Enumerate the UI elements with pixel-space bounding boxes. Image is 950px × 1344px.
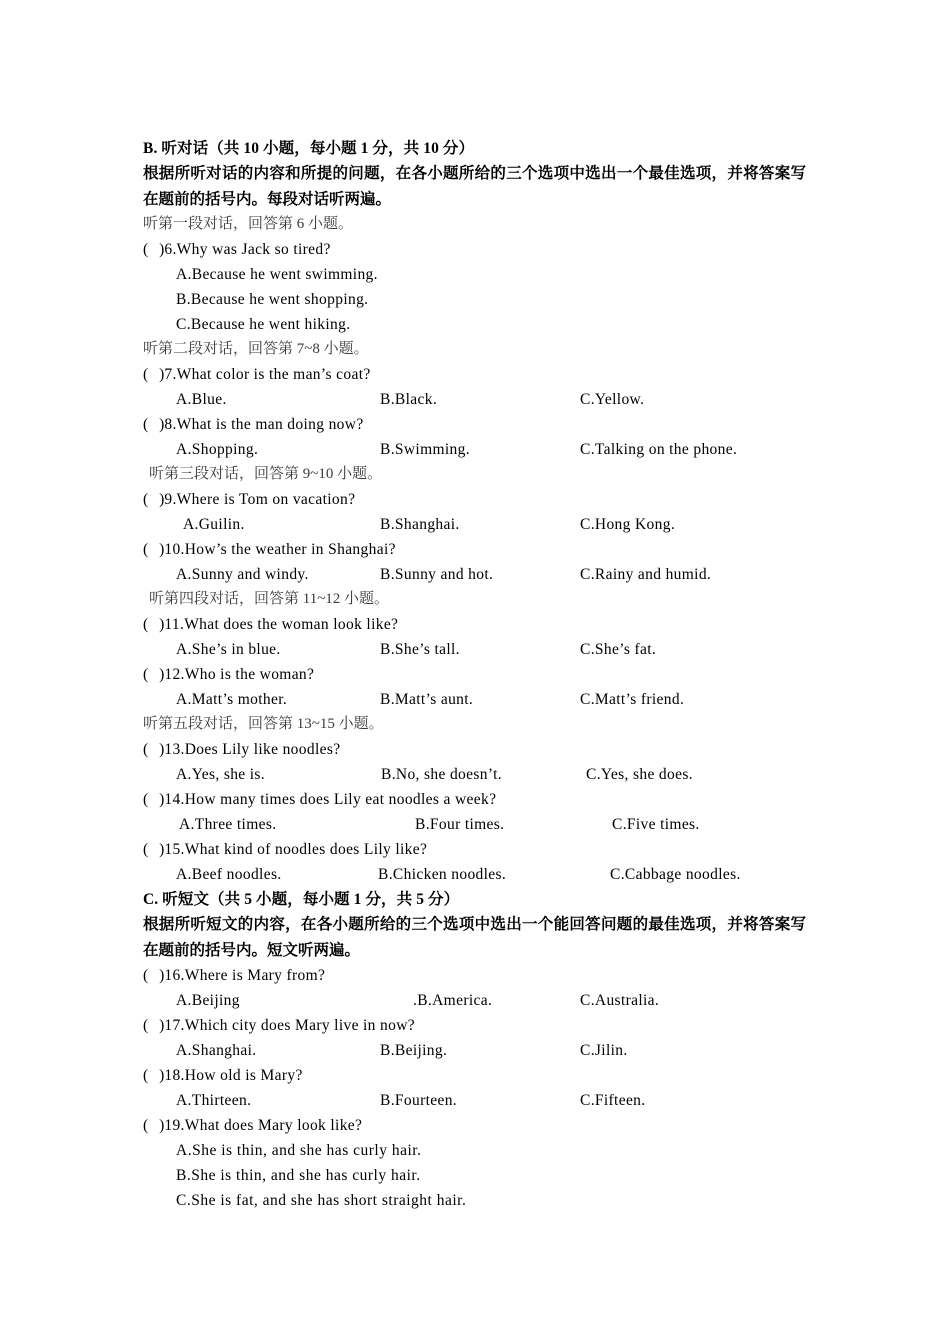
option-18-b[interactable]: B.Fourteen. [380, 1092, 458, 1109]
answer-bracket-13[interactable]: ( ) [143, 741, 165, 758]
listening-cue-2: 听第二段对话，回答第 7~8 小题。 [143, 341, 369, 357]
option-16-b[interactable]: .B.America. [413, 992, 493, 1009]
option-14-c[interactable]: C.Five times. [612, 816, 700, 833]
options-row-16 [143, 988, 808, 1013]
options-row-18 [143, 1088, 808, 1113]
options-row-14 [143, 812, 808, 837]
section-c-instruction: 根据所听短文的内容，在各小题所给的三个选项中选出一个能回答问题的最佳选项，并将答案写在题前的括号内。短文听两遍。 [143, 916, 806, 959]
option-6-c[interactable]: C.Because he went hiking. [176, 316, 351, 333]
answer-bracket-14[interactable]: ( ) [143, 791, 165, 808]
options-row-12 [143, 687, 808, 712]
question-stem-17: ( )17.Which city does Mary live in now? [143, 1017, 415, 1034]
question-stem-11: ( )11.What does the woman look like? [143, 616, 399, 633]
option-12-c[interactable]: C.Matt’s friend. [580, 691, 685, 708]
answer-bracket-17[interactable]: ( ) [143, 1017, 165, 1034]
option-18-c[interactable]: C.Fifteen. [580, 1092, 646, 1109]
option-17-b[interactable]: B.Beijing. [380, 1042, 448, 1059]
options-row-11 [143, 637, 808, 662]
option-10-c[interactable]: C.Rainy and humid. [580, 566, 712, 583]
answer-bracket-11[interactable]: ( ) [143, 616, 165, 633]
question-stem-8: ( )8.What is the man doing now? [143, 416, 364, 433]
options-row-15 [143, 862, 808, 887]
answer-bracket-16[interactable]: ( ) [143, 967, 165, 984]
option-16-a[interactable]: A.Beijing [176, 992, 240, 1009]
answer-bracket-9[interactable]: ( ) [143, 491, 165, 508]
option-7-a[interactable]: A.Blue. [176, 391, 227, 408]
question-stem-18: ( )18.How old is Mary? [143, 1067, 303, 1084]
option-10-b[interactable]: B.Sunny and hot. [380, 566, 494, 583]
question-stem-6: ( )6.Why was Jack so tired? [143, 241, 331, 258]
option-12-b[interactable]: B.Matt’s aunt. [380, 691, 474, 708]
answer-bracket-19[interactable]: ( ) [143, 1117, 165, 1134]
option-10-a[interactable]: A.Sunny and windy. [176, 566, 309, 583]
option-14-a[interactable]: A.Three times. [179, 816, 277, 833]
answer-bracket-18[interactable]: ( ) [143, 1067, 165, 1084]
option-17-a[interactable]: A.Shanghai. [176, 1042, 257, 1059]
option-9-b[interactable]: B.Shanghai. [380, 516, 460, 533]
question-stem-9: ( )9.Where is Tom on vacation? [143, 491, 356, 508]
exam-paper-page [143, 136, 808, 1213]
option-17-c[interactable]: C.Jilin. [580, 1042, 628, 1059]
section-b-heading: B. 听对话（共 10 小题，每小题 1 分，共 10 分） [143, 140, 475, 157]
option-6-a[interactable]: A.Because he went swimming. [176, 266, 378, 283]
option-13-a[interactable]: A.Yes, she is. [176, 766, 266, 783]
option-7-b[interactable]: B.Black. [380, 391, 438, 408]
question-stem-16: ( )16.Where is Mary from? [143, 967, 326, 984]
option-12-a[interactable]: A.Matt’s mother. [176, 691, 288, 708]
question-stem-19: ( )19.What does Mary look like? [143, 1117, 363, 1134]
option-18-a[interactable]: A.Thirteen. [176, 1092, 252, 1109]
answer-bracket-6[interactable]: ( ) [143, 241, 165, 258]
question-stem-13: ( )13.Does Lily like noodles? [143, 741, 341, 758]
answer-bracket-7[interactable]: ( ) [143, 366, 165, 383]
option-7-c[interactable]: C.Yellow. [580, 391, 645, 408]
option-19-a[interactable]: A.She is thin, and she has curly hair. [176, 1142, 422, 1159]
option-6-b[interactable]: B.Because he went shopping. [176, 291, 369, 308]
listening-cue-4: 听第四段对话，回答第 11~12 小题。 [149, 591, 390, 607]
option-19-c[interactable]: C.She is fat, and she has short straight hair. [176, 1192, 467, 1209]
listening-cue-5: 听第五段对话，回答第 13~15 小题。 [143, 716, 384, 732]
option-9-a[interactable]: A.Guilin. [183, 516, 245, 533]
options-row-13 [143, 762, 808, 787]
answer-bracket-8[interactable]: ( ) [143, 416, 165, 433]
option-8-c[interactable]: C.Talking on the phone. [580, 441, 738, 458]
option-11-b[interactable]: B.She’s tall. [380, 641, 460, 658]
option-15-a[interactable]: A.Beef noodles. [176, 866, 282, 883]
option-8-b[interactable]: B.Swimming. [380, 441, 470, 458]
answer-bracket-15[interactable]: ( ) [143, 841, 165, 858]
option-9-c[interactable]: C.Hong Kong. [580, 516, 676, 533]
option-15-c[interactable]: C.Cabbage noodles. [610, 866, 741, 883]
listening-cue-3: 听第三段对话，回答第 9~10 小题。 [149, 466, 383, 482]
question-stem-12: ( )12.Who is the woman? [143, 666, 315, 683]
option-16-c[interactable]: C.Australia. [580, 992, 660, 1009]
question-stem-14: ( )14.How many times does Lily eat noodles a week? [143, 791, 497, 808]
options-row-9 [143, 512, 808, 537]
answer-bracket-12[interactable]: ( ) [143, 666, 165, 683]
option-13-c[interactable]: C.Yes, she does. [586, 766, 693, 783]
options-row-10 [143, 562, 808, 587]
question-stem-15: ( )15.What kind of noodles does Lily like? [143, 841, 428, 858]
option-15-b[interactable]: B.Chicken noodles. [378, 866, 507, 883]
options-row-7 [143, 387, 808, 412]
section-b-instruction: 根据所听对话的内容和所提的问题，在各小题所给的三个选项中选出一个最佳选项，并将答案写在题前的括号内。每段对话听两遍。 [143, 165, 806, 208]
option-11-c[interactable]: C.She’s fat. [580, 641, 657, 658]
option-13-b[interactable]: B.No, she doesn’t. [381, 766, 502, 783]
option-14-b[interactable]: B.Four times. [415, 816, 505, 833]
option-8-a[interactable]: A.Shopping. [176, 441, 259, 458]
options-row-8 [143, 437, 808, 462]
option-19-b[interactable]: B.She is thin, and she has curly hair. [176, 1167, 421, 1184]
section-c-heading: C. 听短文（共 5 小题，每小题 1 分，共 5 分） [143, 891, 460, 908]
option-11-a[interactable]: A.She’s in blue. [176, 641, 281, 658]
question-stem-10: ( )10.How’s the weather in Shanghai? [143, 541, 396, 558]
options-row-17 [143, 1038, 808, 1063]
listening-cue-1: 听第一段对话，回答第 6 小题。 [143, 216, 354, 232]
question-stem-7: ( )7.What color is the man’s coat? [143, 366, 371, 383]
answer-bracket-10[interactable]: ( ) [143, 541, 165, 558]
